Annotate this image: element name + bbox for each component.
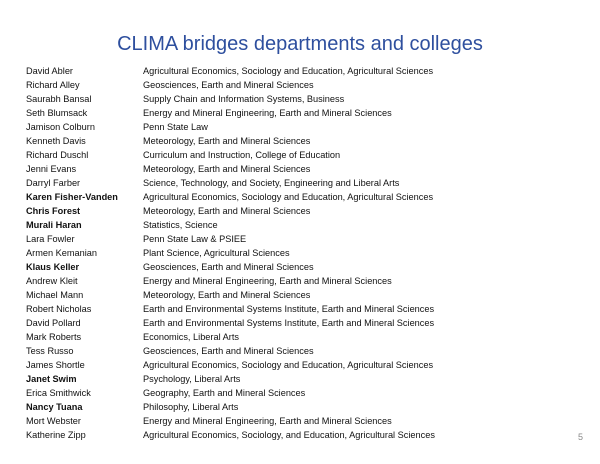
list-item: [26, 372, 586, 386]
list-item: [26, 190, 586, 204]
people-list: [26, 64, 586, 442]
person-department: Agricultural Economics, Sociology and Education, Agricultural Sciences: [143, 360, 434, 370]
list-item: [26, 64, 586, 78]
person-name: Jamison Colburn: [26, 122, 95, 132]
person-name: Richard Alley: [26, 80, 80, 90]
person-department: Agricultural Economics, Sociology and Education, Agricultural Sciences: [143, 66, 434, 76]
list-item: [26, 92, 586, 106]
list-item: [26, 148, 586, 162]
list-item: [26, 106, 586, 120]
person-department: Psychology, Liberal Arts: [143, 374, 241, 384]
person-name: Murali Haran: [26, 220, 82, 230]
person-department: Philosophy, Liberal Arts: [143, 402, 239, 412]
person-department: Meteorology, Earth and Mineral Sciences: [143, 290, 311, 300]
list-item: [26, 162, 586, 176]
list-item: [26, 344, 586, 358]
person-department: Meteorology, Earth and Mineral Sciences: [143, 164, 311, 174]
list-item: [26, 400, 586, 414]
person-department: Statistics, Science: [143, 220, 218, 230]
person-name: David Abler: [26, 66, 73, 76]
person-department: Meteorology, Earth and Mineral Sciences: [143, 206, 311, 216]
list-item: [26, 288, 586, 302]
list-item: [26, 134, 586, 148]
person-department: Curriculum and Instruction, College of Education: [143, 150, 341, 160]
page-number: 5: [578, 432, 584, 442]
person-name: Klaus Keller: [26, 262, 80, 272]
person-name: Lara Fowler: [26, 234, 75, 244]
person-name: Richard Duschl: [26, 150, 89, 160]
person-name: Michael Mann: [26, 290, 84, 300]
list-item: [26, 316, 586, 330]
slide-title: CLIMA bridges departments and colleges: [117, 33, 483, 55]
list-item: [26, 414, 586, 428]
person-name: Erica Smithwick: [26, 388, 91, 398]
person-department: Geosciences, Earth and Mineral Sciences: [143, 262, 314, 272]
person-department: Energy and Mineral Engineering, Earth and Mineral Sciences: [143, 276, 392, 286]
person-name: Karen Fisher-Vanden: [26, 192, 118, 202]
list-item: [26, 302, 586, 316]
person-department: Agricultural Economics, Sociology and Education, Agricultural Sciences: [143, 192, 434, 202]
list-item: [26, 428, 586, 442]
person-department: Geography, Earth and Mineral Sciences: [143, 388, 306, 398]
person-department: Penn State Law: [143, 122, 208, 132]
person-name: Nancy Tuana: [26, 402, 83, 412]
list-item: [26, 260, 586, 274]
person-name: David Pollard: [26, 318, 81, 328]
person-name: Seth Blumsack: [26, 108, 88, 118]
person-name: Tess Russo: [26, 346, 74, 356]
person-name: James Shortle: [26, 360, 85, 370]
list-item: [26, 204, 586, 218]
person-name: Katherine Zipp: [26, 430, 86, 440]
list-item: [26, 274, 586, 288]
person-name: Janet Swim: [26, 374, 77, 384]
person-name: Armen Kemanian: [26, 248, 97, 258]
person-name: Kenneth Davis: [26, 136, 86, 146]
list-item: [26, 246, 586, 260]
person-department: Economics, Liberal Arts: [143, 332, 239, 342]
person-name: Darryl Farber: [26, 178, 81, 188]
list-item: [26, 176, 586, 190]
list-item: [26, 358, 586, 372]
person-name: Mark Roberts: [26, 332, 82, 342]
person-department: Supply Chain and Information Systems, Business: [143, 94, 345, 104]
person-department: Geosciences, Earth and Mineral Sciences: [143, 80, 314, 90]
list-item: [26, 218, 586, 232]
person-department: Penn State Law & PSIEE: [143, 234, 247, 244]
person-name: Saurabh Bansal: [26, 94, 92, 104]
person-department: Energy and Mineral Engineering, Earth and Mineral Sciences: [143, 416, 392, 426]
list-item: [26, 330, 586, 344]
list-item: [26, 120, 586, 134]
person-department: Energy and Mineral Engineering, Earth and Mineral Sciences: [143, 108, 392, 118]
person-department: Agricultural Economics, Sociology, and Education, Agricultural Sciences: [143, 430, 435, 440]
person-name: Robert Nicholas: [26, 304, 92, 314]
person-name: Andrew Kleit: [26, 276, 78, 286]
person-department: Plant Science, Agricultural Sciences: [143, 248, 290, 258]
person-department: Meteorology, Earth and Mineral Sciences: [143, 136, 311, 146]
list-item: [26, 386, 586, 400]
person-department: Science, Technology, and Society, Engineering and Liberal Arts: [143, 178, 400, 188]
person-name: Mort Webster: [26, 416, 81, 426]
person-name: Chris Forest: [26, 206, 81, 216]
person-name: Jenni Evans: [26, 164, 77, 174]
list-item: [26, 232, 586, 246]
person-department: Earth and Environmental Systems Institute, Earth and Mineral Sciences: [143, 318, 435, 328]
person-department: Earth and Environmental Systems Institute, Earth and Mineral Sciences: [143, 304, 435, 314]
person-department: Geosciences, Earth and Mineral Sciences: [143, 346, 314, 356]
list-item: [26, 78, 586, 92]
